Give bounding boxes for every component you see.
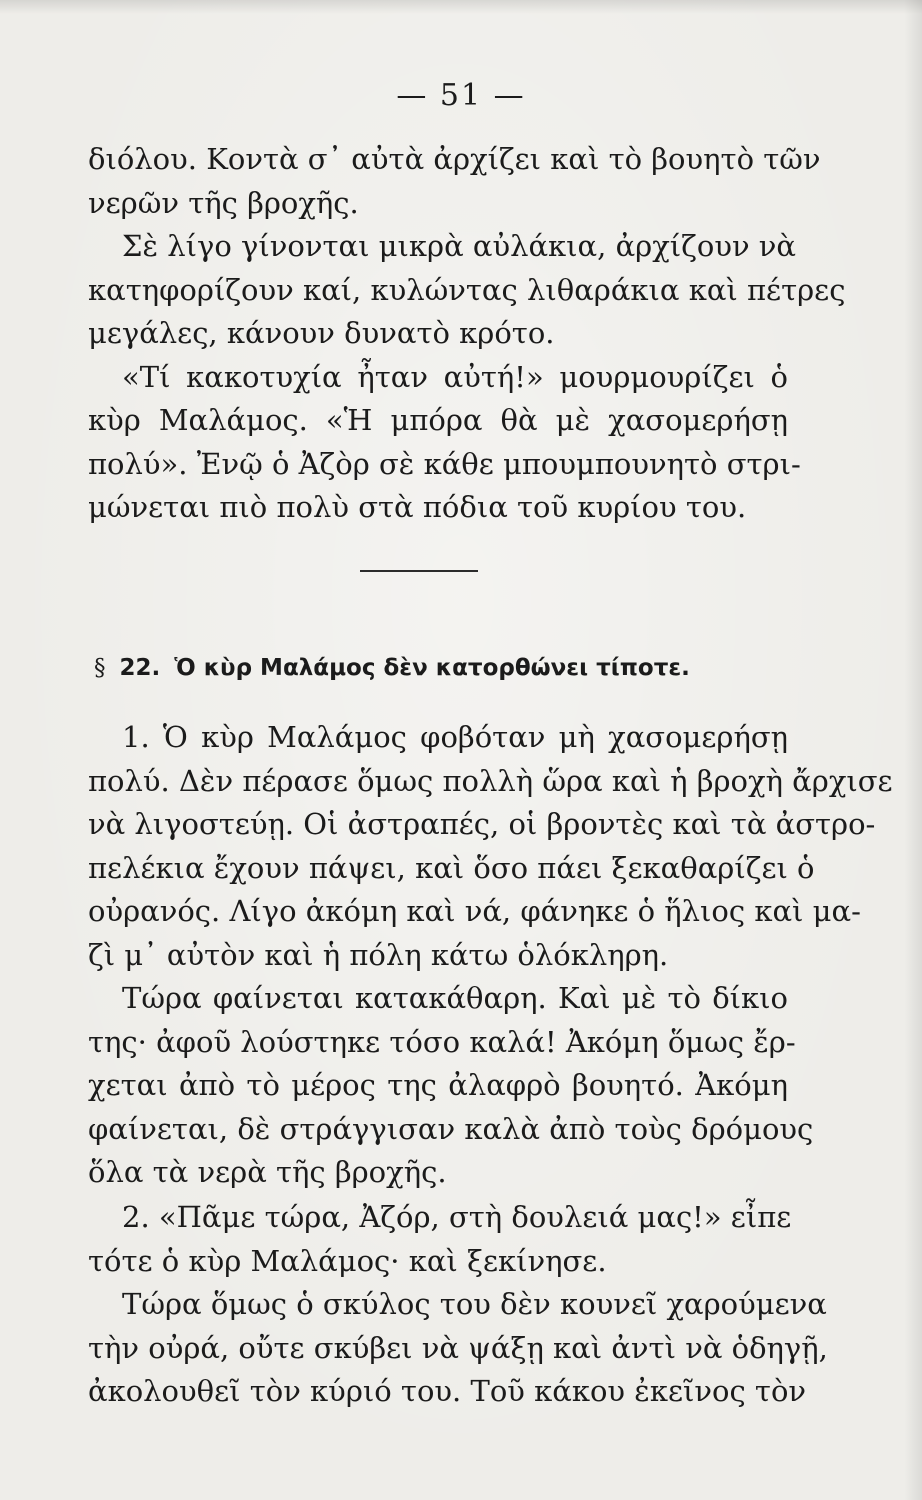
text-line: νερῶν τῆς βροχῆς. xyxy=(88,185,359,220)
section-title: Ὁ κὺρ Μαλάμος δὲν κατορθώνει τίποτε. xyxy=(174,655,690,681)
text-line: διόλου. Κοντὰ σ᾽ αὐτὰ ἀρχίζει καὶ τὸ βουητὸ τῶν xyxy=(88,142,821,176)
text-line: 2. «Πᾶμε τώρα, Ἀζόρ, στὴ δουλειά μας!» εἶπε xyxy=(122,1200,792,1234)
text-line: Σὲ λίγο γίνονται μικρὰ αὐλάκια, ἀρχίζουν νὰ xyxy=(122,229,797,263)
text-line: ζὶ μ᾽ αὐτὸν καὶ ἡ πόλη κάτω ὁλόκληρη. xyxy=(88,937,669,972)
section-heading xyxy=(94,655,794,681)
text-line: «Τί κακοτυχία ἦταν αὐτή!» μουρμουρίζει ὁ xyxy=(122,359,788,394)
page-number: — 51 — xyxy=(396,78,526,113)
text-line: χεται ἀπὸ τὸ μέρος της ἀλαφρὸ βουητό. Ἀκόμη xyxy=(88,1068,788,1102)
text-line: κὺρ Μαλάμος. «Ἡ μπόρα θὰ μὲ χασομερήσῃ xyxy=(88,403,788,437)
paragraph-2 xyxy=(88,1196,828,1414)
paragraph-top xyxy=(88,138,846,530)
text-line: μώνεται πιὸ πολὺ στὰ πόδια τοῦ κυρίου του. xyxy=(88,490,747,524)
text-line: φαίνεται, δὲ στράγγισαν καλὰ ἀπὸ τοὺς δρόμους xyxy=(88,1111,814,1146)
text-line: πολύ». Ἐνῷ ὁ Ἀζὸρ σὲ κάθε μπουμπουνητὸ στρι- xyxy=(88,446,801,481)
section-divider xyxy=(360,570,478,572)
paragraph-1 xyxy=(88,716,893,1195)
text-line: Τώρα ὅμως ὁ σκύλος του δὲν κουνεῖ χαρούμενα xyxy=(122,1287,827,1321)
text-line: της· ἀφοῦ λούστηκε τόσο καλά! Ἀκόμη ὅμως ἔρ- xyxy=(88,1024,796,1059)
section-number: 22. xyxy=(119,655,161,681)
text-line: οὐρανός. Λίγο ἀκόμη καὶ νά, φάνηκε ὁ ἥλιος καὶ μα- xyxy=(88,894,861,928)
text-line: Τώρα φαίνεται κατακάθαρη. Καὶ μὲ τὸ δίκιο xyxy=(122,981,788,1015)
text-line: ἀκολουθεῖ τὸν κύριό του. Τοῦ κάκου ἐκεῖνος τὸν xyxy=(88,1374,807,1408)
text-line: τότε ὁ κὺρ Μαλάμος· καὶ ξεκίνησε. xyxy=(88,1243,607,1278)
text-line: νὰ λιγοστεύῃ. Οἱ ἀστραπές, οἱ βροντὲς καὶ τὰ ἀστρο- xyxy=(88,807,876,841)
page-top-shadow xyxy=(0,0,922,14)
section-symbol: § xyxy=(94,655,106,681)
text-line: πελέκια ἔχουν πάψει, καὶ ὅσο πάει ξεκαθαρίζει ὁ xyxy=(88,850,815,885)
text-line: κατηφορίζουν καί, κυλώντας λιθαράκια καὶ πέτρες xyxy=(88,272,846,307)
text-line: 1. Ὁ κὺρ Μαλάμος φοβόταν μὴ χασομερήσῃ xyxy=(122,720,788,754)
text-line: τὴν οὐρά, οὔτε σκύβει νὰ ψάξῃ καὶ ἀντὶ νὰ ὁδηγῇ, xyxy=(88,1330,828,1365)
text-line: πολύ. Δὲν πέρασε ὅμως πολλὴ ὥρα καὶ ἡ βροχὴ ἄρχισε xyxy=(88,763,893,798)
text-line: μεγάλες, κάνουν δυνατὸ κρότο. xyxy=(88,316,555,350)
page-right-shadow xyxy=(904,0,922,1500)
text-line: ὅλα τὰ νερὰ τῆς βροχῆς. xyxy=(88,1155,447,1189)
